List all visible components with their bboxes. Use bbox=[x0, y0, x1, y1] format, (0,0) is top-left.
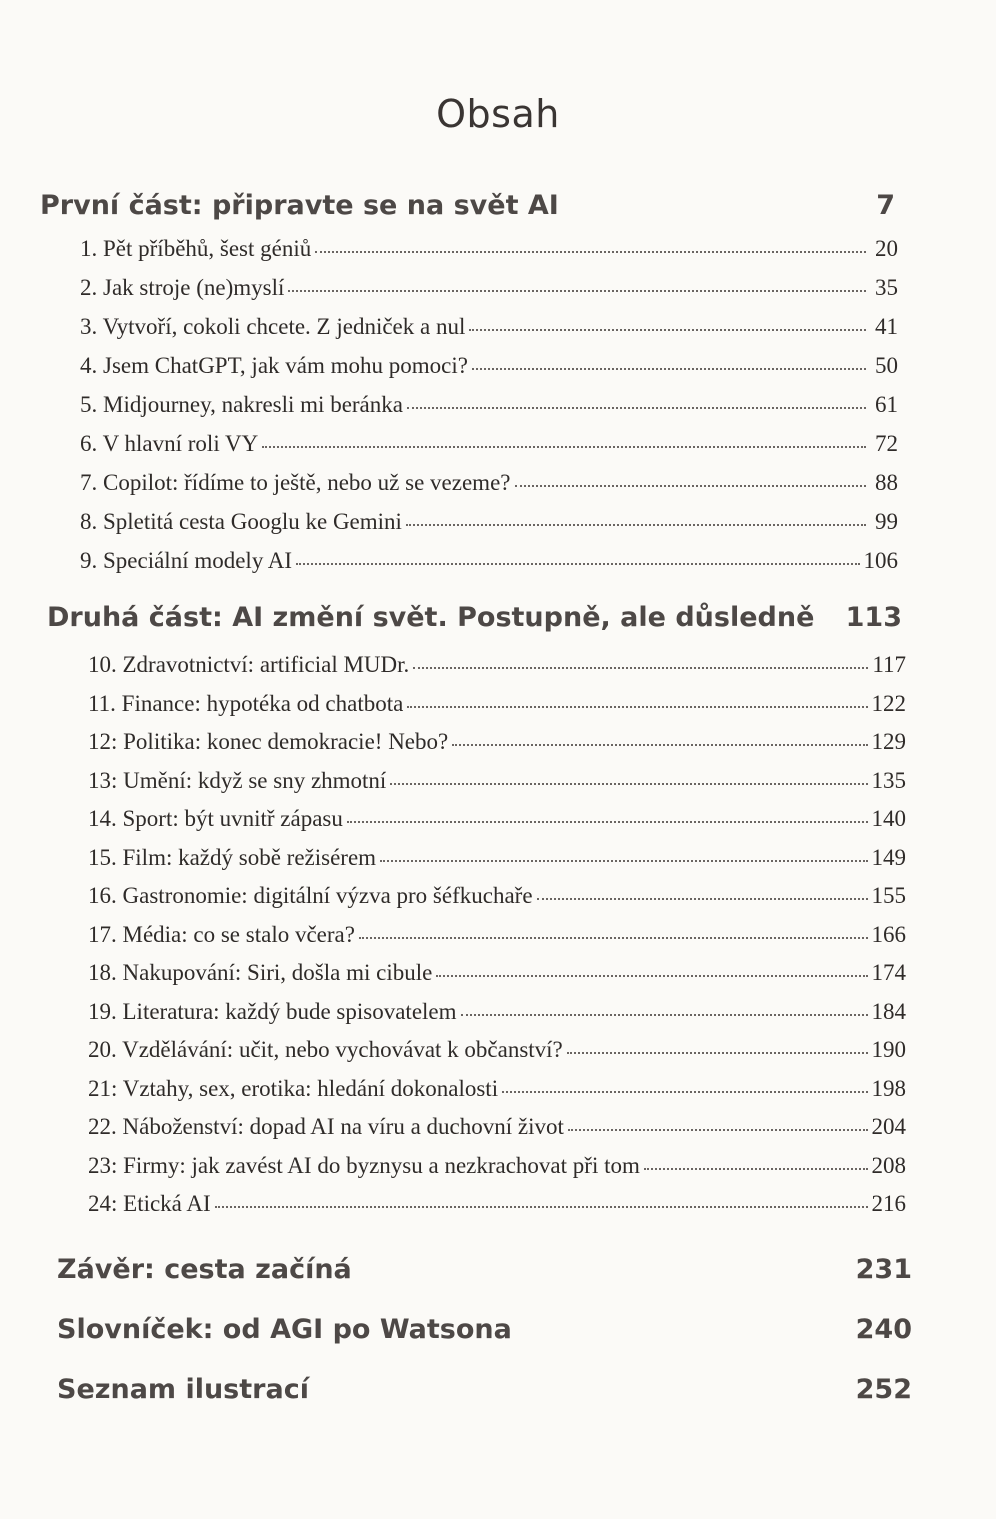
part-page: 240 bbox=[855, 1314, 912, 1345]
toc-entry-page: 174 bbox=[871, 960, 906, 985]
dot-leader bbox=[215, 1206, 868, 1208]
toc-entry bbox=[88, 691, 906, 717]
toc-entry-page: 166 bbox=[871, 921, 906, 947]
toc-entry bbox=[88, 729, 906, 755]
toc-entry-title: 21: Vztahy, sex, erotika: hledání dokonalosti bbox=[88, 1075, 499, 1101]
toc-entry bbox=[88, 1037, 906, 1063]
toc-entry-title: 3. Vytvoří, cokoli chcete. Z jedniček a nul bbox=[80, 314, 466, 339]
toc-entry-page: 99 bbox=[875, 509, 898, 534]
toc-entry-title: 8. Spletitá cesta Googlu ke Gemini bbox=[80, 509, 402, 534]
dot-leader bbox=[568, 1129, 868, 1131]
part-title: Seznam ilustrací bbox=[57, 1374, 309, 1405]
dot-leader bbox=[262, 446, 866, 448]
dot-leader bbox=[472, 368, 866, 370]
dot-leader bbox=[537, 898, 868, 900]
toc-entry-title: 1. Pět příběhů, šest géniů bbox=[80, 236, 312, 261]
toc-entry bbox=[80, 431, 898, 457]
dot-leader bbox=[644, 1168, 868, 1170]
toc-entry-page: 140 bbox=[871, 806, 906, 831]
toc-entry-title: 19. Literatura: každý bude spisovatelem bbox=[88, 998, 457, 1024]
toc-entry bbox=[88, 883, 906, 909]
toc-entry-page: 149 bbox=[871, 844, 906, 870]
toc-entry-page: 155 bbox=[871, 883, 906, 908]
part-heading bbox=[57, 1254, 912, 1285]
toc-entry-page: 216 bbox=[871, 1191, 906, 1216]
toc-entry bbox=[80, 353, 898, 379]
toc-entry-title: 23: Firmy: jak zavést AI do byznysu a nezkrachovat při tom bbox=[88, 1152, 640, 1178]
toc-entry bbox=[88, 845, 906, 871]
toc-entry bbox=[80, 236, 898, 262]
toc-entry-title: 17. Média: co se stalo včera? bbox=[88, 921, 355, 947]
toc-entry-title: 24: Etická AI bbox=[88, 1191, 211, 1216]
part-page: 113 bbox=[845, 602, 902, 633]
toc-entry-page: 198 bbox=[871, 1075, 906, 1101]
dot-leader bbox=[567, 1052, 868, 1054]
dot-leader bbox=[413, 667, 868, 669]
page-title: Obsah bbox=[436, 92, 560, 136]
toc-entry-title: 4. Jsem ChatGPT, jak vám mohu pomoci? bbox=[80, 353, 468, 378]
toc-entry bbox=[88, 922, 906, 948]
toc-entry-title: 13: Umění: když se sny zhmotní bbox=[88, 767, 387, 793]
toc-entry bbox=[80, 314, 898, 340]
toc-entry-page: 88 bbox=[875, 470, 898, 495]
toc-entry-title: 18. Nakupování: Siri, došla mi cibule bbox=[88, 960, 433, 985]
dot-leader bbox=[390, 783, 867, 785]
toc-entry bbox=[88, 806, 906, 832]
dot-leader bbox=[296, 563, 859, 565]
part-heading bbox=[57, 1314, 912, 1345]
toc-entry bbox=[80, 275, 898, 301]
toc-entry-page: 72 bbox=[875, 431, 898, 456]
toc-entry bbox=[88, 960, 906, 986]
part-title: První část: připravte se na svět AI bbox=[40, 190, 559, 221]
toc-entry bbox=[80, 509, 898, 535]
part-page: 7 bbox=[876, 190, 895, 221]
toc-entry bbox=[88, 652, 906, 678]
dot-leader bbox=[406, 524, 866, 526]
toc-entry-title: 22. Náboženství: dopad AI na víru a duchovní život bbox=[88, 1114, 564, 1139]
part-heading bbox=[47, 602, 902, 633]
dot-leader bbox=[347, 821, 868, 823]
part-title: Závěr: cesta začíná bbox=[57, 1254, 352, 1285]
toc-entry-title: 6. V hlavní roli VY bbox=[80, 431, 259, 456]
toc-entry-page: 61 bbox=[875, 392, 898, 417]
toc-entry bbox=[80, 392, 898, 418]
part-heading bbox=[57, 1374, 912, 1405]
toc-entry bbox=[88, 1114, 906, 1140]
toc-entry-title: 12: Politika: konec demokracie! Nebo? bbox=[88, 729, 449, 754]
toc-entry bbox=[88, 768, 906, 794]
toc-entry-title: 9. Speciální modely AI bbox=[80, 548, 293, 573]
toc-entry-title: 11. Finance: hypotéka od chatbota bbox=[88, 690, 404, 716]
dot-leader bbox=[452, 744, 867, 746]
dot-leader bbox=[515, 485, 867, 487]
dot-leader bbox=[502, 1091, 867, 1093]
toc-entry bbox=[80, 548, 898, 574]
toc-entry-page: 129 bbox=[871, 729, 906, 754]
toc-entry-page: 41 bbox=[875, 314, 898, 339]
dot-leader bbox=[469, 329, 866, 331]
toc-entry-page: 106 bbox=[863, 548, 898, 573]
toc-entry bbox=[88, 1191, 906, 1217]
part-title: Druhá část: AI změní svět. Postupně, ale důsledně bbox=[47, 602, 815, 633]
dot-leader bbox=[407, 407, 866, 409]
dot-leader bbox=[288, 290, 866, 292]
toc-entry-page: 190 bbox=[871, 1037, 906, 1062]
toc-entry-title: 7. Copilot: řídíme to ještě, nebo už se vezeme? bbox=[80, 470, 511, 495]
dot-leader bbox=[407, 706, 867, 708]
toc-entry-title: 20. Vzdělávání: učit, nebo vychovávat k občanství? bbox=[88, 1037, 563, 1062]
toc-entry-page: 50 bbox=[875, 353, 898, 378]
dot-leader bbox=[461, 1014, 868, 1016]
toc-entry-page: 122 bbox=[871, 690, 906, 716]
toc-entry bbox=[88, 999, 906, 1025]
toc-entry-title: 16. Gastronomie: digitální výzva pro šéfkuchaře bbox=[88, 883, 533, 908]
toc-entry-page: 204 bbox=[871, 1114, 906, 1139]
toc-entry bbox=[80, 470, 898, 496]
toc-entry-title: 10. Zdravotnictví: artificial MUDr. bbox=[88, 652, 410, 677]
toc-entry bbox=[88, 1076, 906, 1102]
part-page: 231 bbox=[855, 1254, 912, 1285]
toc-entry-title: 5. Midjourney, nakresli mi beránka bbox=[80, 392, 403, 417]
toc-entry-page: 135 bbox=[871, 767, 906, 793]
toc-entry-title: 14. Sport: být uvnitř zápasu bbox=[88, 806, 343, 831]
toc-entry bbox=[88, 1153, 906, 1179]
toc-entry-page: 117 bbox=[872, 652, 906, 677]
toc-entry-page: 20 bbox=[875, 236, 898, 261]
part-heading bbox=[40, 190, 895, 221]
toc-entry-page: 184 bbox=[871, 998, 906, 1024]
toc-entry-page: 35 bbox=[875, 275, 898, 300]
toc-entry-title: 15. Film: každý sobě režisérem bbox=[88, 844, 377, 870]
toc-entry-page: 208 bbox=[871, 1152, 906, 1178]
part-title: Slovníček: od AGI po Watsona bbox=[57, 1314, 512, 1345]
part-page: 252 bbox=[855, 1374, 912, 1405]
dot-leader bbox=[359, 937, 868, 939]
dot-leader bbox=[315, 251, 866, 253]
dot-leader bbox=[436, 975, 867, 977]
dot-leader bbox=[380, 860, 867, 862]
toc-entry-title: 2. Jak stroje (ne)myslí bbox=[80, 275, 285, 300]
